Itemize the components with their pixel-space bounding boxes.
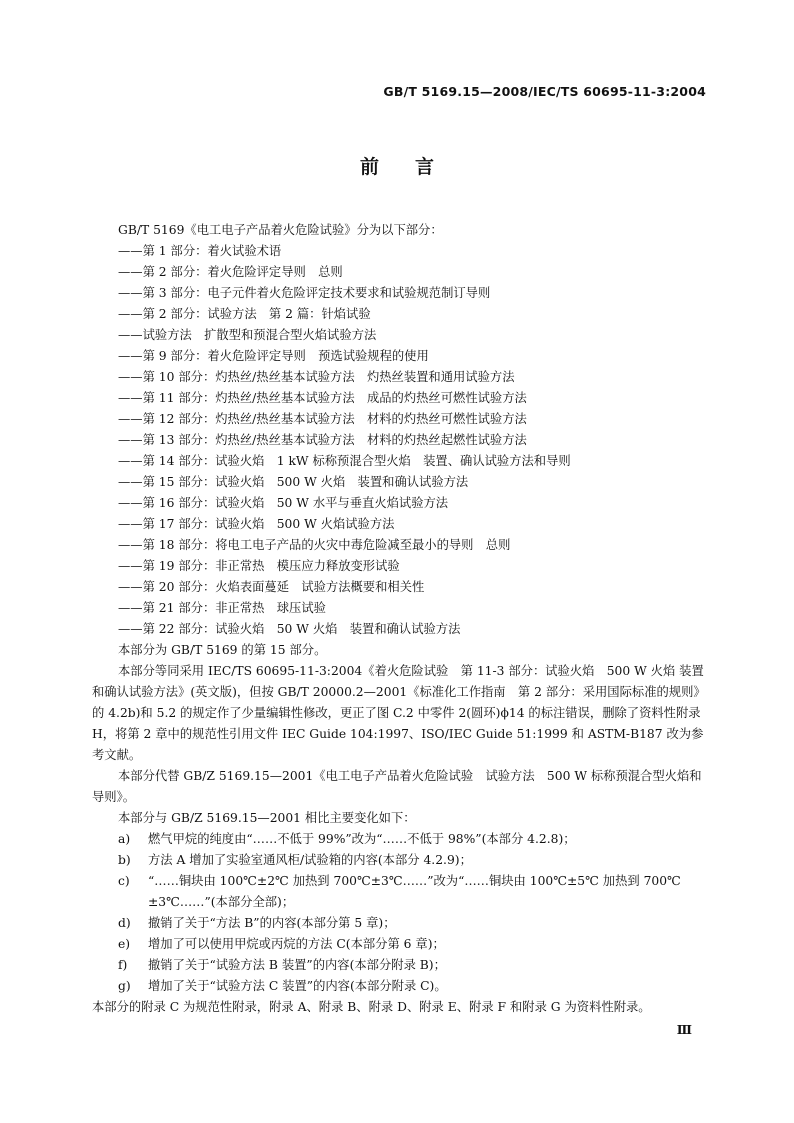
change-item (92, 850, 708, 871)
annex-note-paragraph: 本部分的附录 C 为规范性附录，附录 A、附录 B、附录 D、附录 E、附录 F 和附录 G 为资料性附录。 (92, 1000, 651, 1014)
list-item: ——第 13 部分：灼热丝/热丝基本试验方法 材料的灼热丝起燃性试验方法 (118, 433, 527, 447)
list-item: ——第 9 部分：着火危险评定导则 预选试验规程的使用 (118, 349, 429, 363)
change-item-text: 增加了可以使用甲烷或丙烷的方法 C(本部分第 6 章)； (148, 937, 445, 951)
list-item: ——第 2 部分：着火危险评定导则 总则 (118, 265, 343, 279)
list-item: ——第 21 部分：非正常热 球压试验 (118, 601, 326, 615)
list-item: ——第 16 部分：试验火焰 50 W 水平与垂直火焰试验方法 (118, 496, 449, 510)
change-item-text: 燃气甲烷的纯度由“……不低于 99%”改为“……不低于 98%”(本部分 4.2.8)； (148, 832, 576, 846)
list-item: ——第 20 部分：火焰表面蔓延 试验方法概要和相关性 (118, 580, 425, 594)
list-item: ——第 10 部分：灼热丝/热丝基本试验方法 灼热丝装置和通用试验方法 (118, 370, 515, 384)
change-item-mark: c) (118, 874, 130, 888)
changes-list (92, 829, 708, 997)
parts-list (92, 241, 708, 640)
equivalent-paragraph: 本部分等同采用 IEC/TS 60695-11-3:2004《着火危险试验 第 11-3 部分：试验火焰 500 W 火焰 装置和确认试验方法》(英文版)，但按 GB/T 20000.2—2001《标准化工作指南 第 2 部分：采用国际标准的规则》的 4.2b)和 5.2 的规定作了少量编辑性修改，更正了图 C.2 中零件 2(圆环)ϕ14 的标注错误，删除了资料性附录 H，将第 2 章中的规范性引用文件 IEC Guide 104:1997、ISO/IEC Guide 51:1999 和 ASTM-B187 改为参考文献。 (92, 664, 706, 762)
change-item-text: 撤销了关于“试验方法 B 装置”的内容(本部分附录 B)； (148, 958, 446, 972)
list-item: ——第 14 部分：试验火焰 1 kW 标称预混合型火焰 装置、确认试验方法和导则 (118, 454, 571, 468)
list-item: ——试验方法 扩散型和预混合型火焰试验方法 (118, 328, 377, 342)
list-item: ——第 19 部分：非正常热 模压应力释放变形试验 (118, 559, 400, 573)
change-item-mark: e) (118, 937, 131, 951)
change-item-mark: g) (118, 979, 131, 993)
change-item (92, 829, 708, 850)
changes-intro-paragraph: 本部分与 GB/Z 5169.15—2001 相比主要变化如下： (118, 811, 416, 825)
part-of-paragraph: 本部分为 GB/T 5169 的第 15 部分。 (118, 643, 327, 657)
change-item-mark: d) (118, 916, 131, 930)
preface-body (92, 220, 708, 1018)
change-item-mark: f) (118, 958, 128, 972)
list-item: ——第 12 部分：灼热丝/热丝基本试验方法 材料的灼热丝可燃性试验方法 (118, 412, 527, 426)
list-item: ——第 22 部分：试验火焰 50 W 火焰 装置和确认试验方法 (118, 622, 461, 636)
list-item: ——第 11 部分：灼热丝/热丝基本试验方法 成品的灼热丝可燃性试验方法 (118, 391, 527, 405)
page-title: 前言 (359, 156, 470, 178)
list-item: ——第 17 部分：试验火焰 500 W 火焰试验方法 (118, 517, 395, 531)
change-item-mark: a) (118, 832, 131, 846)
list-item: ——第 15 部分：试验火焰 500 W 火焰 装置和确认试验方法 (118, 475, 469, 489)
change-item (92, 976, 708, 997)
replaces-paragraph: 本部分代替 GB/Z 5169.15—2001《电工电子产品着火危险试验 试验方法 500 W 标称预混合型火焰和导则》。 (92, 769, 702, 804)
intro-paragraph: GB/T 5169《电工电子产品着火危险试验》分为以下部分： (118, 223, 443, 237)
page-number: Ⅲ (676, 1022, 692, 1037)
change-item-text: “……铜块由 100℃±2℃ 加热到 700℃±3℃……”改为“……铜块由 100℃±5℃ 加热到 700℃±3℃……”(本部分全部)； (148, 874, 681, 909)
change-item (92, 913, 708, 934)
list-item: ——第 18 部分：将电工电子产品的火灾中毒危险减至最小的导则 总则 (118, 538, 511, 552)
change-item (92, 955, 708, 976)
list-item: ——第 2 部分：试验方法 第 2 篇：针焰试验 (118, 307, 371, 321)
change-item-text: 撤销了关于“方法 B”的内容(本部分第 5 章)； (148, 916, 396, 930)
list-item: ——第 1 部分：着火试验术语 (118, 244, 282, 258)
change-item (92, 934, 708, 955)
change-item-mark: b) (118, 853, 131, 867)
change-item-text: 增加了关于“试验方法 C 装置”的内容(本部分附录 C)。 (148, 979, 447, 993)
change-item-text: 方法 A 增加了实验室通风柜/试验箱的内容(本部分 4.2.9)； (148, 853, 472, 867)
change-item (92, 871, 708, 913)
list-item: ——第 3 部分：电子元件着火危险评定技术要求和试验规范制订导则 (118, 286, 491, 300)
standard-number-header: GB/T 5169.15—2008/IEC/TS 60695-11-3:2004 (383, 84, 706, 99)
